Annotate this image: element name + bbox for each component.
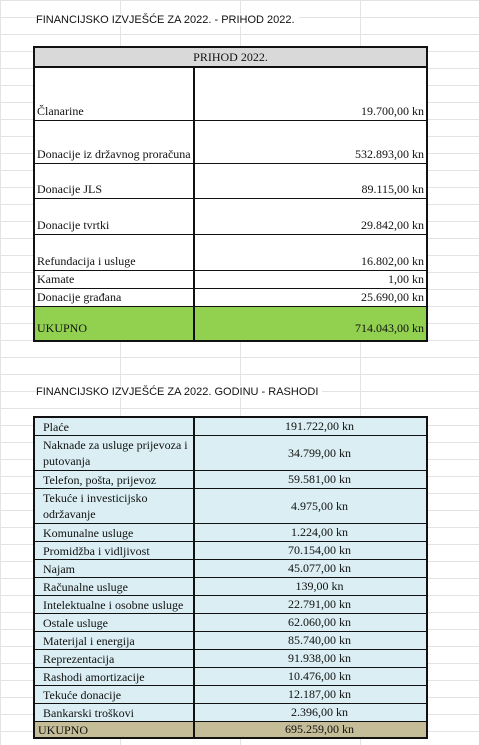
expense-row[interactable] (35, 650, 426, 668)
income-table (33, 46, 428, 342)
expense-value: 12.187,00 kn (288, 687, 351, 701)
expense-label: Materijal i energija (35, 632, 195, 649)
expense-label: Najam (35, 560, 195, 577)
expense-row[interactable] (35, 614, 426, 632)
expense-label: Telefon, pošta, prijevoz (35, 471, 195, 488)
expense-label: Komunalne usluge (35, 524, 195, 541)
expense-row[interactable] (35, 542, 426, 560)
expense-value: 91.938,00 kn (288, 651, 351, 665)
income-table-title: PRIHOD 2022. (35, 48, 426, 68)
expense-value: 191.722,00 kn (285, 419, 354, 433)
expense-value: 2.396,00 kn (291, 705, 348, 719)
expense-row[interactable] (35, 471, 426, 489)
expense-value: 85.740,00 kn (288, 633, 351, 647)
income-label: Donacije tvrtki (35, 199, 195, 234)
expense-value: 34.799,00 kn (288, 445, 351, 460)
expense-row[interactable] (35, 524, 426, 542)
income-row[interactable] (35, 235, 426, 271)
expense-row[interactable] (35, 632, 426, 650)
income-label: Refundacija i usluge (35, 235, 195, 270)
expenses-total-row[interactable] (35, 722, 426, 737)
expense-value: 59.581,00 kn (288, 472, 351, 486)
expenses-total-value: 695.259,00 kn (285, 722, 354, 736)
expense-value: 4.975,00 kn (291, 498, 348, 513)
expenses-heading: FINANCIJSKO IZVJEŠĆE ZA 2022. GODINU - RASHODI (36, 386, 322, 398)
income-row[interactable] (35, 289, 426, 307)
expense-label: Tekuće i investicijsko održavanje (35, 489, 195, 523)
income-total-row[interactable] (35, 307, 426, 340)
expense-row[interactable] (35, 436, 426, 471)
expense-label: Naknade za usluge prijevoza i putovanja (35, 436, 195, 470)
expenses-total-label: UKUPNO (35, 722, 195, 737)
income-label: Donacije JLS (35, 164, 195, 198)
income-value: 532.893,00 kn (355, 147, 424, 161)
expense-value: 70.154,00 kn (288, 543, 351, 557)
expense-row[interactable] (35, 686, 426, 704)
expense-label: Ostale usluge (35, 614, 195, 631)
expense-label: Rashodi amortizacije (35, 668, 195, 685)
income-total-label: UKUPNO (35, 307, 195, 340)
expense-value: 139,00 kn (295, 579, 344, 593)
expense-value: 10.476,00 kn (288, 669, 351, 683)
expense-row[interactable] (35, 578, 426, 596)
income-row[interactable] (35, 68, 426, 121)
income-row[interactable] (35, 199, 426, 235)
expense-row[interactable] (35, 668, 426, 686)
expense-label: Računalne usluge (35, 578, 195, 595)
income-total-value: 714.043,00 kn (355, 321, 424, 335)
income-row[interactable] (35, 121, 426, 164)
expense-value: 62.060,00 kn (288, 615, 351, 629)
income-label: Članarine (35, 68, 195, 120)
income-value: 25.690,00 kn (361, 290, 424, 304)
income-label: Donacije iz državnog proračuna (35, 121, 195, 163)
expense-value: 22.791,00 kn (288, 597, 351, 611)
expense-label: Tekuće donacije (35, 686, 195, 703)
income-value: 89.115,00 kn (361, 182, 424, 196)
expense-row[interactable] (35, 489, 426, 524)
income-value: 19.700,00 kn (361, 104, 424, 118)
income-value: 29.842,00 kn (361, 218, 424, 232)
expense-row[interactable] (35, 704, 426, 722)
expense-label: Intelektualne i osobne usluge (35, 596, 195, 613)
expense-label: Promidžba i vidljivost (35, 542, 195, 559)
expense-row[interactable] (35, 560, 426, 578)
income-heading: FINANCIJSKO IZVJEŠĆE ZA 2022. - PRIHOD 2022. (36, 14, 299, 26)
income-value: 16.802,00 kn (361, 254, 424, 268)
expense-row[interactable] (35, 596, 426, 614)
income-value: 1,00 kn (388, 272, 424, 286)
expense-label: Reprezentacija (35, 650, 195, 667)
expense-value: 1.224,00 kn (291, 525, 348, 539)
expense-row[interactable] (35, 418, 426, 436)
income-label: Donacije građana (35, 289, 195, 306)
expense-label: Bankarski troškovi (35, 704, 195, 721)
expense-value: 45.077,00 kn (288, 561, 351, 575)
income-label: Kamate (35, 271, 195, 288)
expenses-table (33, 416, 428, 739)
income-row[interactable] (35, 271, 426, 289)
income-row[interactable] (35, 164, 426, 199)
expense-label: Plaće (35, 418, 195, 435)
